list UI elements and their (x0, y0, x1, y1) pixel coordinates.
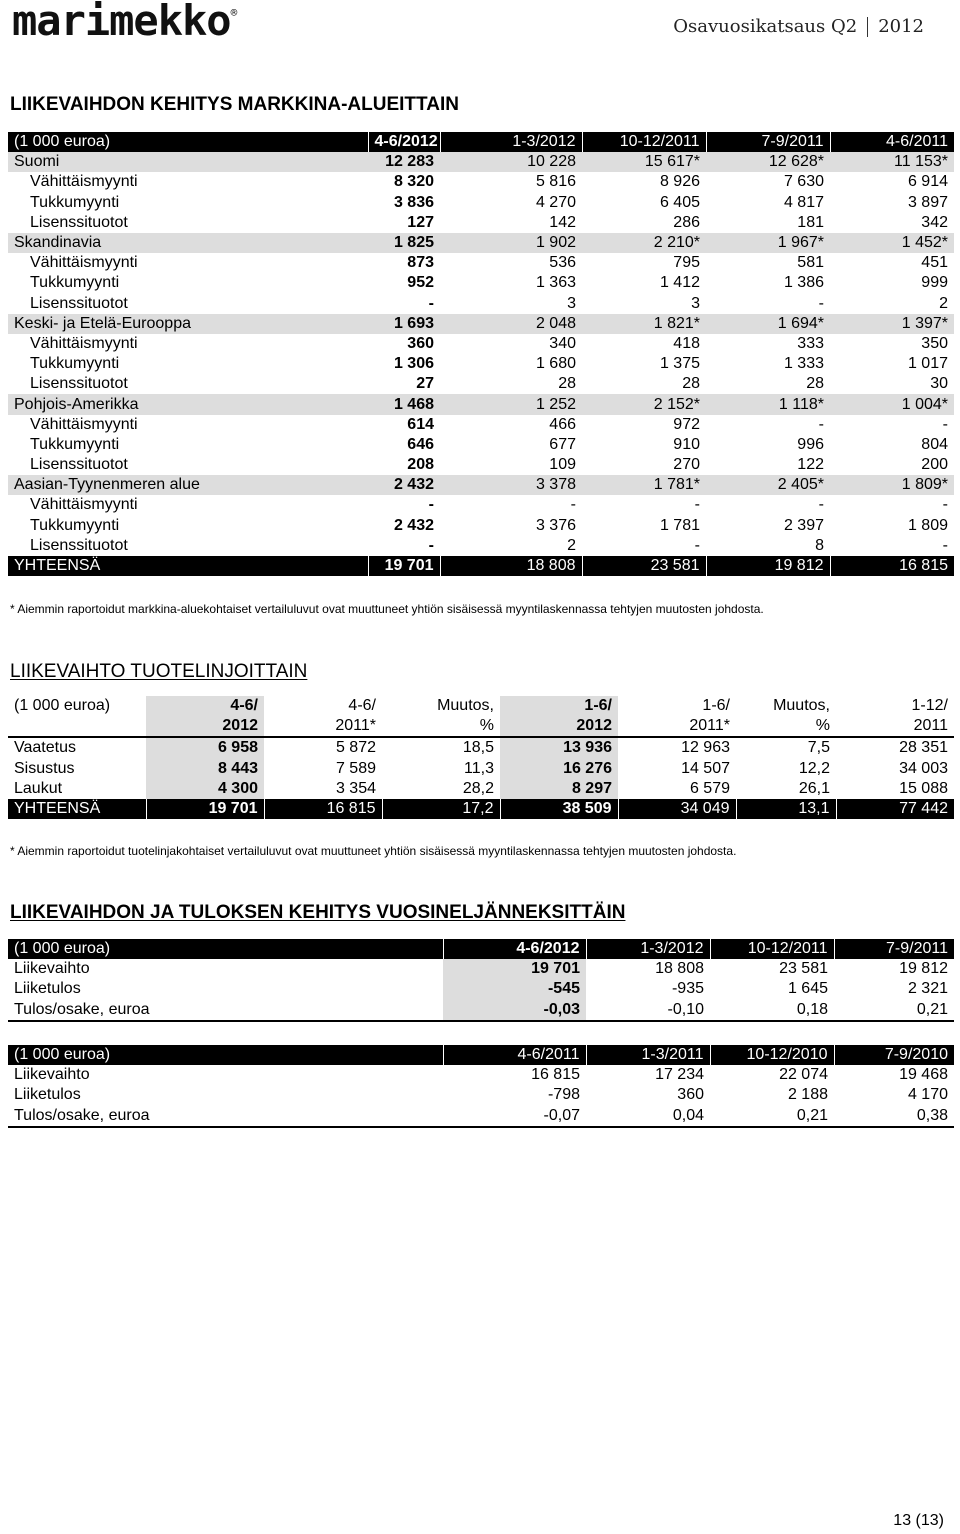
table-cell: 0,18 (710, 1000, 834, 1021)
table-cell: 7-9/2011 (706, 132, 830, 152)
table-cell: 1 645 (787, 980, 828, 998)
table-row (8, 334, 954, 354)
table-cell: Sisustus (14, 759, 75, 777)
table-cell: 996 (797, 435, 824, 453)
table-cell: Muutos, (773, 697, 830, 715)
table-cell: 26,1 (798, 779, 830, 797)
table-cell: Vähittäismyynti (30, 415, 138, 433)
page-header (0, 0, 960, 50)
table-cell: 614 (407, 415, 434, 433)
table-cell: 1 809 (907, 516, 948, 534)
table-cell: 6 958 (146, 737, 264, 758)
table-cell: - (694, 496, 700, 514)
total-row (8, 799, 954, 819)
table-cell: 4 270 (535, 193, 576, 211)
quarterly-table-2012 (8, 939, 954, 1022)
table-cell: 2 188 (787, 1086, 828, 1104)
table-cell: Vähittäismyynti (30, 173, 138, 191)
table-row (8, 294, 954, 314)
table-cell: 2012 (500, 716, 618, 737)
table-cell: 2 048 (440, 314, 582, 334)
table-cell: Tulos/osake, euroa (8, 1106, 443, 1127)
table-cell: 536 (549, 254, 576, 272)
table-cell: 1 375 (659, 355, 700, 373)
table-cell: 2 397 (783, 516, 824, 534)
table-cell: 8 (815, 536, 824, 554)
table-row (8, 737, 954, 758)
table-cell: 11,3 (464, 759, 494, 777)
table-row (8, 495, 954, 515)
table-cell: 5 816 (535, 173, 576, 191)
table-cell: 1 781* (582, 475, 706, 495)
table-cell: 1-3/2011 (586, 1045, 710, 1065)
table-cell: 1 693 (368, 314, 440, 334)
table-row (8, 172, 954, 192)
table-cell: 38 509 (500, 799, 618, 819)
table-cell: 3 897 (907, 193, 948, 211)
table-cell: 17,2 (382, 799, 500, 819)
table-cell: 270 (673, 456, 700, 474)
table-cell: 30 (930, 375, 948, 393)
table-cell: 28 (806, 375, 824, 393)
table-cell: Lisenssituotot (30, 536, 128, 554)
table-cell: 1-6/ (702, 697, 730, 715)
footnote-productline: * Aiemmin raportoidut tuotelinjakohtaiset vertailuluvut ovat muuttuneet yhtiön sisäisessä myyntilaskennassa tehtyjen muutosten johdosta. (10, 844, 737, 858)
table-cell: - (428, 536, 434, 554)
table-cell: 18,5 (462, 739, 494, 757)
table-cell: YHTEENSÄ (8, 799, 146, 819)
table-cell: 581 (797, 254, 824, 272)
table-cell: 952 (407, 274, 434, 292)
table-row (8, 455, 954, 475)
section-title-productline: LIIKEVAIHTO TUOTELINJOITTAIN (10, 661, 308, 682)
table-cell: 795 (673, 254, 700, 272)
table-cell: 34 003 (899, 759, 948, 777)
table-cell: Liiketulos (14, 980, 81, 998)
table-cell: 1 017 (907, 355, 948, 373)
table-row (8, 374, 954, 394)
table-cell: - (694, 536, 700, 554)
table-cell: 18 808 (440, 556, 582, 576)
table-cell: Liikevaihto (14, 960, 90, 978)
table-row (8, 253, 954, 273)
section-title-quarterly: LIIKEVAIHDON JA TULOKSEN KEHITYS VUOSINELJÄNNEKSITTÄIN (10, 902, 626, 923)
table-cell: 1 680 (535, 355, 576, 373)
table-cell: 4-6/2012 (443, 939, 586, 959)
table-row (8, 273, 954, 293)
region-row (8, 394, 954, 414)
table-cell: 972 (673, 415, 700, 433)
table-cell: 1 004* (830, 394, 954, 414)
table-cell: 22 074 (779, 1066, 828, 1084)
table-cell: 804 (921, 435, 948, 453)
table-cell: 28 351 (899, 739, 948, 757)
table-cell: 350 (921, 334, 948, 352)
table-cell: 181 (797, 213, 824, 231)
table-row (8, 779, 954, 799)
table-cell: 5 872 (335, 739, 376, 757)
table-cell: Vähittäismyynti (30, 334, 138, 352)
table-cell: 466 (549, 415, 576, 433)
table-cell: 7,5 (807, 739, 830, 757)
table-cell: Aasian-Tyynenmeren alue (8, 475, 368, 495)
table-cell: Muutos, (437, 697, 494, 715)
table-cell: 2 210* (582, 233, 706, 253)
region-row (8, 314, 954, 334)
table-cell: 2 432 (368, 475, 440, 495)
table-cell: 333 (797, 334, 824, 352)
table-row (8, 759, 954, 779)
brand-logo: marimekko® (12, 0, 237, 45)
table-cell: 200 (921, 456, 948, 474)
table-cell: 1 452* (830, 233, 954, 253)
table-cell: 677 (549, 435, 576, 453)
table-cell: 1 967* (706, 233, 830, 253)
table-cell: 340 (549, 334, 576, 352)
table-cell: 418 (673, 334, 700, 352)
table-cell: 6 579 (689, 779, 730, 797)
region-row (8, 152, 954, 172)
table-cell: 1 118* (706, 394, 830, 414)
table-cell: 16 276 (500, 759, 618, 779)
table-cell: YHTEENSÄ (8, 556, 368, 576)
table-cell: 23 581 (779, 960, 828, 978)
header-row (8, 1045, 954, 1065)
table-cell: - (428, 294, 434, 312)
table-cell: - (818, 415, 824, 433)
table-cell: 2011* (618, 716, 736, 737)
table-cell: Lisenssituotot (30, 294, 128, 312)
table-row (8, 1106, 954, 1127)
table-cell: 8 443 (146, 759, 264, 779)
table-cell: (1 000 euroa) (8, 1045, 443, 1065)
table-cell: 1 809* (830, 475, 954, 495)
table-cell: 4-6/ (146, 696, 264, 716)
section-title-market: LIIKEVAIHDON KEHITYS MARKKINA-ALUEITTAIN (10, 94, 459, 115)
table-cell: Tukkumyynti (30, 355, 120, 373)
table-cell: 1 333 (783, 355, 824, 373)
table-cell: 6 914 (907, 173, 948, 191)
table-row (8, 354, 954, 374)
table-cell: - (942, 496, 948, 514)
table-cell: 2 152* (582, 394, 706, 414)
table-cell: 2 432 (393, 516, 434, 534)
table-cell: -545 (443, 979, 586, 999)
header-row (8, 716, 954, 737)
table-row (8, 1085, 954, 1105)
table-cell: Skandinavia (8, 233, 368, 253)
table-cell: 1 412 (659, 274, 700, 292)
table-cell: 6 405 (659, 193, 700, 211)
table-cell: 34 049 (618, 799, 736, 819)
footnote-market: * Aiemmin raportoidut markkina-aluekohtaiset vertailuluvut ovat muuttuneet yhtiön sisäisessä myyntilaskennassa tehtyjen muutosten johdosta. (10, 602, 764, 616)
table-cell: 19 701 (443, 959, 586, 979)
market-area-table (8, 132, 954, 576)
table-cell: 28 (558, 375, 576, 393)
table-cell: 10-12/2011 (582, 132, 706, 152)
table-cell: 17 234 (655, 1066, 704, 1084)
total-row (8, 556, 954, 576)
table-cell: 4-6/ (348, 697, 376, 715)
table-cell: 2011 (836, 716, 954, 737)
table-cell: 28,2 (462, 779, 494, 797)
table-cell: Suomi (8, 152, 368, 172)
table-cell: % (736, 716, 836, 737)
table-cell: 11 153* (830, 152, 954, 172)
table-cell: Lisenssituotot (30, 213, 128, 231)
table-cell: 12,2 (798, 759, 830, 777)
table-cell: 142 (549, 213, 576, 231)
table-cell: 1 252 (440, 394, 582, 414)
table-cell: Vähittäismyynti (30, 254, 138, 272)
table-cell: 122 (797, 456, 824, 474)
table-cell: (1 000 euroa) (8, 939, 443, 959)
table-cell: - (428, 496, 434, 514)
table-cell: 19 468 (899, 1066, 948, 1084)
table-cell: 1-12/ (911, 697, 948, 715)
region-row (8, 233, 954, 253)
table-cell: 7 589 (335, 759, 376, 777)
table-cell: Keski- ja Etelä-Eurooppa (8, 314, 368, 334)
table-cell: 12 283 (368, 152, 440, 172)
table-cell: Tukkumyynti (30, 516, 120, 534)
table-row (8, 193, 954, 213)
table-cell: 10-12/2011 (710, 939, 834, 959)
table-cell: 16 815 (264, 799, 382, 819)
table-cell: - (818, 294, 824, 312)
table-cell: - (942, 536, 948, 554)
table-cell: 4 170 (907, 1086, 948, 1104)
table-cell: 7-9/2011 (834, 939, 954, 959)
table-cell: 4-6/2011 (443, 1045, 586, 1065)
table-cell: 12 628* (706, 152, 830, 172)
table-cell: Tukkumyynti (30, 274, 120, 292)
table-cell: 15 088 (899, 779, 948, 797)
table-cell: 1 694* (706, 314, 830, 334)
table-cell: 77 442 (836, 799, 954, 819)
table-cell: 15 617* (582, 152, 706, 172)
table-row (8, 516, 954, 536)
table-cell: 2011* (264, 716, 382, 737)
table-cell: 4-6/2011 (830, 132, 954, 152)
table-cell: 1-6/ (500, 696, 618, 716)
table-cell: Vaatetus (14, 739, 76, 757)
table-row (8, 415, 954, 435)
table-cell: 2 (567, 536, 576, 554)
quarterly-table-2011 (8, 1045, 954, 1128)
table-cell: 2 321 (907, 980, 948, 998)
report-title: Osavuosikatsaus Q2 2012 (673, 16, 924, 37)
table-cell: 0,21 (710, 1106, 834, 1127)
table-cell: 3 378 (440, 475, 582, 495)
table-cell: 1 821* (582, 314, 706, 334)
table-cell: - (570, 496, 576, 514)
table-row (8, 213, 954, 233)
table-row (8, 1000, 954, 1021)
table-cell (8, 716, 146, 737)
table-cell: 16 815 (531, 1066, 580, 1084)
table-cell: 1 902 (440, 233, 582, 253)
table-cell: 23 581 (582, 556, 706, 576)
table-cell: 1 397* (830, 314, 954, 334)
table-cell: 1 468 (368, 394, 440, 414)
table-cell: 27 (416, 375, 434, 393)
table-cell: % (382, 716, 500, 737)
table-cell: 4 817 (783, 193, 824, 211)
table-row (8, 435, 954, 455)
table-cell: 0,21 (834, 1000, 954, 1021)
table-cell: 646 (407, 435, 434, 453)
table-cell: 7 630 (783, 173, 824, 191)
table-cell: Laukut (14, 779, 63, 797)
table-cell: 10 228 (440, 152, 582, 172)
table-cell: 19 812 (899, 960, 948, 978)
table-cell: 451 (921, 254, 948, 272)
table-cell: Liiketulos (14, 1086, 81, 1104)
page-number: 13 (13) (893, 1512, 944, 1529)
table-cell: 3 (567, 294, 576, 312)
header-row (8, 696, 954, 716)
table-cell: Liikevaihto (14, 1066, 90, 1084)
header-row (8, 939, 954, 959)
table-cell: 286 (673, 213, 700, 231)
table-cell: 2 405* (706, 475, 830, 495)
product-line-table (8, 696, 954, 819)
table-cell: 1-3/2012 (440, 132, 582, 152)
table-cell: Tukkumyynti (30, 193, 120, 211)
table-cell: -935 (671, 980, 704, 998)
table-cell: -798 (547, 1086, 580, 1104)
table-cell: Lisenssituotot (30, 456, 128, 474)
table-cell: 1-3/2012 (586, 939, 710, 959)
table-cell: 10-12/2010 (710, 1045, 834, 1065)
table-cell: 360 (407, 334, 434, 352)
table-cell: 4-6/2012 (368, 132, 440, 152)
table-cell: 2 (939, 294, 948, 312)
table-cell: 16 815 (830, 556, 954, 576)
table-cell: - (818, 496, 824, 514)
table-cell: 13 936 (500, 737, 618, 758)
table-cell: 3 354 (335, 779, 376, 797)
table-cell: 4 300 (146, 779, 264, 799)
table-cell: 0,04 (586, 1106, 710, 1127)
table-cell: -0,07 (443, 1106, 586, 1127)
table-cell: 1 386 (783, 274, 824, 292)
table-cell: 28 (682, 375, 700, 393)
table-cell: 1 825 (368, 233, 440, 253)
table-cell: 19 701 (146, 799, 264, 819)
table-cell: 13,1 (736, 799, 836, 819)
table-row (8, 536, 954, 556)
table-cell: (1 000 euroa) (8, 132, 368, 152)
table-cell: 14 507 (681, 759, 730, 777)
table-cell: 18 808 (655, 960, 704, 978)
table-cell: 1 306 (393, 355, 434, 373)
table-cell: 1 781 (659, 516, 700, 534)
table-cell: 8 320 (393, 173, 434, 191)
table-cell: Tukkumyynti (30, 435, 120, 453)
table-cell: Vähittäismyynti (30, 496, 138, 514)
table-row (8, 1065, 954, 1085)
table-cell: 2012 (146, 716, 264, 737)
table-cell: 109 (549, 456, 576, 474)
table-cell: 3 (691, 294, 700, 312)
table-cell: 3 376 (535, 516, 576, 534)
table-cell: 8 297 (500, 779, 618, 799)
table-cell: 19 812 (706, 556, 830, 576)
table-cell: - (942, 415, 948, 433)
table-cell: -0,03 (443, 1000, 586, 1021)
table-cell: 3 836 (393, 193, 434, 211)
table-cell: 910 (673, 435, 700, 453)
table-cell: Pohjois-Amerikka (8, 394, 368, 414)
table-cell: 8 926 (659, 173, 700, 191)
table-cell: 342 (921, 213, 948, 231)
table-cell: 873 (407, 254, 434, 272)
header-row (8, 132, 954, 152)
table-row (8, 979, 954, 999)
table-cell: 208 (407, 456, 434, 474)
table-row (8, 959, 954, 979)
table-cell: 999 (921, 274, 948, 292)
table-cell: 7-9/2010 (834, 1045, 954, 1065)
table-cell: 360 (677, 1086, 704, 1104)
table-cell: 0,38 (834, 1106, 954, 1127)
table-cell: 19 701 (368, 556, 440, 576)
table-cell: 127 (407, 213, 434, 231)
table-cell: Tulos/osake, euroa (8, 1000, 443, 1021)
region-row (8, 475, 954, 495)
table-cell: 1 363 (535, 274, 576, 292)
table-cell: -0,10 (586, 1000, 710, 1021)
table-cell: (1 000 euroa) (14, 697, 111, 715)
table-cell: 12 963 (681, 739, 730, 757)
table-cell: Lisenssituotot (30, 375, 128, 393)
